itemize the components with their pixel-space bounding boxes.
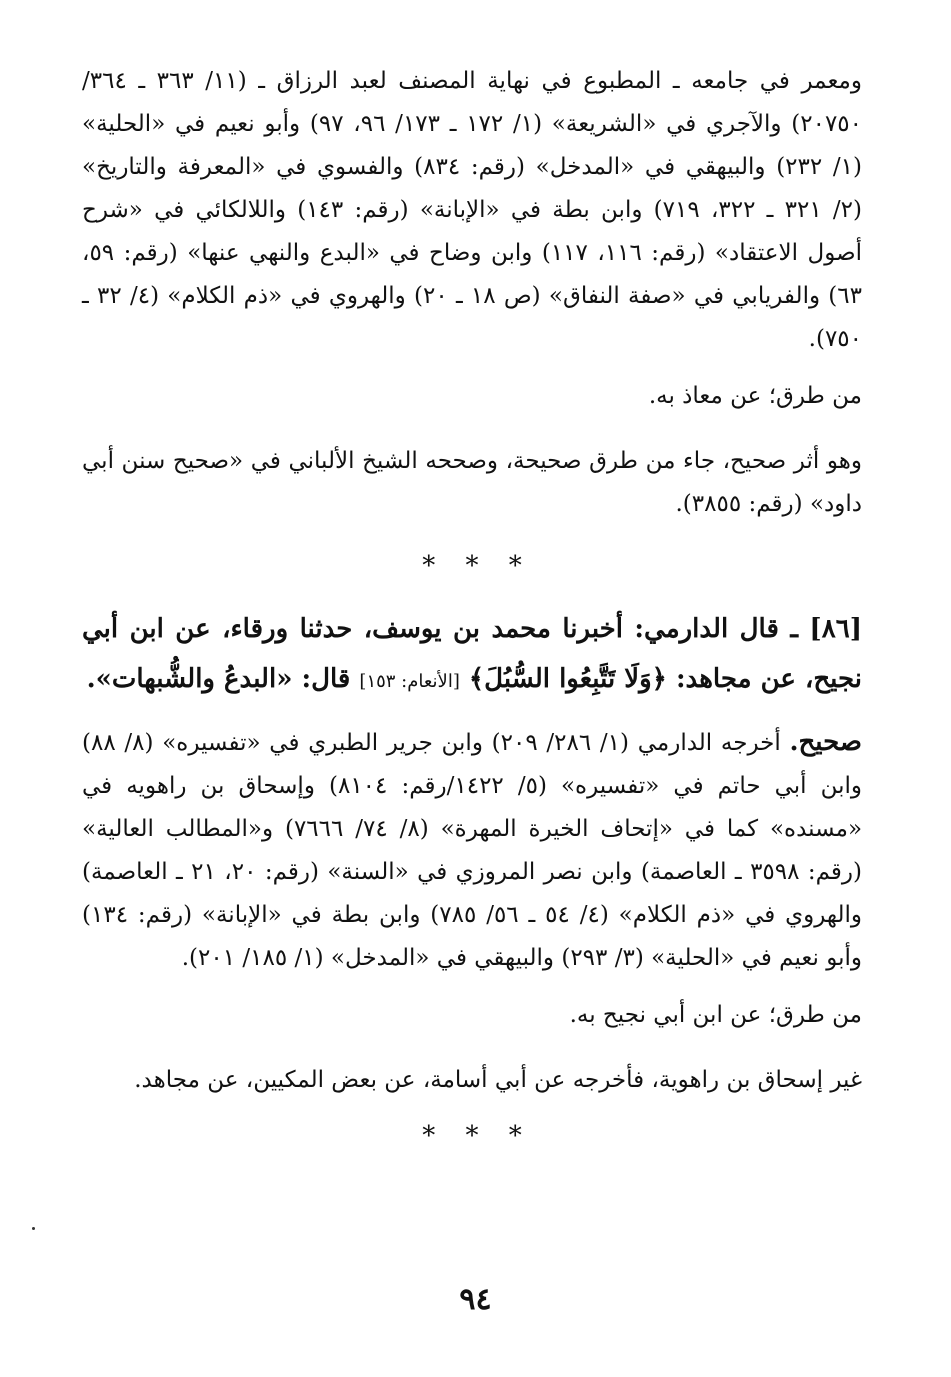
chain-note: من طرق؛ عن معاذ به.	[648, 383, 862, 409]
section-separator	[82, 546, 862, 586]
hadith-86	[82, 604, 862, 707]
separator-star: *	[508, 551, 522, 581]
grading-paragraph: وهو أثر صحيح، جاء من طرق صحيحة، وصححه الشيخ الألباني في «صحيح سنن أبي داود» (رقم: ٣٨٥٥).	[82, 448, 862, 517]
sources-paragraph: ومعمر في جامعه ـ المطبوع في نهاية المصنف لعبد الرزاق ـ (١١/ ٣٦٣ ـ ٣٦٤/ ٢٠٧٥٠) والآجري في «الشريعة» (١/ ١٧٢ ـ ١٧٣/ ٩٦، ٩٧) وأبو نعيم في «الحلية» (١/ ٢٣٢) والبيهقي في «المدخل» (رقم: ٨٣٤) والفسوي في «المعرفة والتاريخ» (٢/ ٣٢١ ـ ٣٢٢، ٧١٩) وابن بطة في «الإبانة» (رقم: ١٤٣) واللالكائي في «شرح أصول الاعتقاد» (رقم: ١١٦، ١١٧) وابن وضاح في «البدع والنهي عنها» (رقم: ٥٩، ٦٣) والفريابي في «صفة النفاق» (ص ١٨ ـ ٢٠) والهروي في «ذم الكلام» (٤/ ٣٢ ـ ٧٥٠).	[82, 68, 863, 352]
hadith-isnad: [٨٦] ـ قال الدارمي: أخبرنا محمد بن يوسف، حدثنا ورقاء، عن ابن أبي نجيح، عن مجاهد:	[82, 614, 862, 694]
separator-star: *	[465, 551, 479, 581]
separator-star: *	[422, 551, 436, 581]
verse-reference: [الأنعام: ١٥٣]	[359, 671, 460, 692]
page-body	[82, 60, 862, 1174]
separator-star: *	[508, 1121, 522, 1151]
variant-note: غير إسحاق بن راهوية، فأخرجه عن أبي أسامة، عن بعض المكيين، عن مجاهد.	[134, 1067, 862, 1093]
takhrij-text: أخرجه الدارمي (١/ ٢٨٦/ ٢٠٩) وابن جرير الطبري في «تفسيره» (٨/ ٨٨) وابن أبي حاتم في «تفسيره» (٥/ ١٤٢٢/رقم: ٨١٠٤) وإسحاق بن راهويه في «مسنده» كما في «إتحاف الخيرة المهرة» (٨/ ٧٤/ ٧٦٦٦) و«المطالب العالية» (رقم: ٣٥٩٨ ـ العاصمة) وابن نصر المروزي في «السنة» (رقم: ٢٠، ٢١ ـ العاصمة) والهروي في «ذم الكلام» (٤/ ٥٤ ـ ٥٦/ ٧٨٥) وابن بطة في «الإبانة» (رقم: ١٣٤) وأبو نعيم في «الحلية» (٣/ ٢٩٣) والبيهقي في «المدخل» (١/ ١٨٥/ ٢٠١).	[82, 730, 863, 971]
section-separator	[82, 1116, 862, 1156]
scan-speck	[32, 1227, 35, 1230]
separator-star: *	[422, 1121, 436, 1151]
page-number: ٩٤	[459, 1282, 492, 1317]
separator-star: *	[465, 1121, 479, 1151]
quran-verse: ﴿وَلَا تَتَّبِعُوا السُّبُلَ﴾	[468, 664, 667, 694]
hadith-matn: قال: «البدعُ والشُّبهات».	[86, 664, 351, 694]
grading-label: صحيح.	[789, 727, 863, 757]
takhrij-paragraph	[82, 721, 862, 980]
chain-note: من طرق؛ عن ابن أبي نجيح به.	[569, 1002, 862, 1028]
